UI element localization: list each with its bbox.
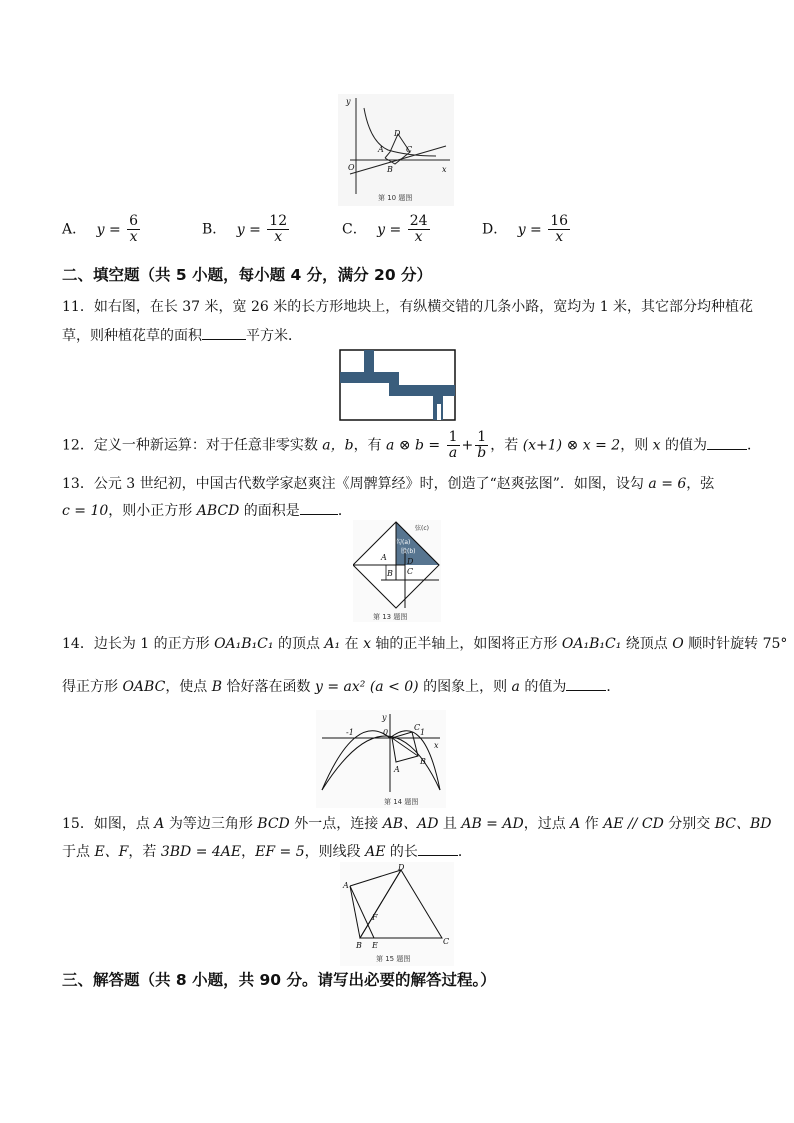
fig14-label-minus1: -1 [346,728,354,737]
choice-a [62,214,142,245]
q14-a1: A₁ [324,636,341,652]
q15-bcd: BCD [257,816,290,832]
q15-eq3: EF = 5 [255,844,305,860]
q15-line2 [62,841,472,862]
q15-line1-a: 15．如图，点 [62,816,155,832]
fig15-label-e: E [372,941,378,950]
q12-f2-num: 1 [477,429,487,445]
q14-x: x [363,636,371,652]
q15-line1-c: 外一点，连接 [289,816,383,832]
fig14-caption: 第 14 题图 [384,798,419,806]
fig14-label-y: y [382,713,387,722]
q14-b: B [211,679,223,695]
q12-x: x [652,437,661,454]
figure-q14 [316,710,446,808]
q11-line2-b: 平方米． [246,328,302,344]
q15-A: A [154,816,165,832]
q12-equation: (x+1) ⊗ x = 2 [522,437,621,454]
q15-end: ． [457,844,472,860]
q12-part3: ，若 [490,437,523,454]
q15-ab-ad: AB、AD [382,816,439,832]
q15-ef: E、F [94,844,129,860]
q13-abcd: ABCD [196,503,240,519]
fig15-label-f: F [372,913,378,922]
choice-c-lhs: y = [377,221,402,238]
choice-a-den: x [129,229,138,245]
q12-part5: 的值为 [660,437,708,454]
choice-c-den: x [414,229,423,245]
q14-line1-d: 轴的正半轴上，如图将正方形 [370,636,562,652]
q14-a: a [511,679,520,695]
fig10-label-c: C [406,145,413,154]
q15-line2-e: 的长 [385,844,418,860]
q15-line1-d: 且 [438,816,462,832]
fig13-label-D: D [407,557,414,566]
fig13-caption: 第 13 题图 [373,613,408,621]
q15-line1-e: ，过点 [523,816,571,832]
q13-line2 [62,500,352,521]
choice-b-den: x [274,229,283,245]
fig15-label-d: D [398,863,405,872]
choice-c-letter: C． [342,221,367,238]
q14-line2-c: 恰好落在函数 [222,679,315,695]
fig14-label-0: 0 [383,728,389,737]
q15-line1-g: 分别交 [663,816,715,832]
choice-a-num: 6 [129,213,139,229]
q11-answer-blank [202,325,246,340]
figure-q15 [340,862,454,966]
fig13-label-a: 勾(a) [396,539,411,546]
q14-line1-e: 绕顶点 [621,636,673,652]
choice-d-den: x [555,229,564,245]
figure-q13 [353,520,441,622]
fig10-label-d: D [394,129,401,138]
q15-line1-b: 为等边三角形 [164,816,258,832]
q13-answer-blank [300,500,338,515]
q14-line1-b: 的顶点 [273,636,325,652]
q15-bc-bd: BC、BD [714,816,772,832]
q13-line1-b: ，弦 [686,476,715,492]
fig15-caption: 第 15 题图 [376,955,411,963]
q12-f1-den: a [448,445,458,461]
q15-answer-blank [418,841,458,856]
q11-line2-a: 草，则种植花草的面积 [62,328,202,344]
choice-c-num: 24 [409,213,428,229]
choice-d-lhs: y = [517,221,542,238]
q14-answer-blank [566,676,606,691]
q13-c-eq: c = 10 [62,503,109,519]
q14-oabc: OABC [122,679,166,695]
q13-line1-a: 13．公元 3 世纪初，中国古代数学家赵爽注《周髀算经》时，创造了“赵爽弦图”．如图，设勾 [62,476,649,492]
figure-q11 [339,349,456,421]
choice-d-num: 16 [550,213,569,229]
section3-title: 三、解答题（共 8 小题，共 90 分。请写出必要的解答过程。） [62,971,496,989]
figure-q10 [338,94,454,206]
q14-line2-b: ，使点 [165,679,212,695]
q11-line1: 11．如右图，在长 37 米，宽 26 米的长方形地块上，有纵横交错的几条小路，宽均为 1 米，其它部分均种植花 [62,299,754,315]
fig15-label-b: B [356,941,362,950]
q14-function: y = ax² (a < 0) [314,679,419,695]
section2-title: 二、填空题（共 5 小题，每小题 4 分，满分 20 分） [62,266,433,284]
q15-A2: A [570,816,581,832]
q15-eq2: 3BD = 4AE [160,844,242,860]
q14-line2 [62,676,620,697]
fig14-label-b: B [420,757,426,766]
q15-eq1: AB = AD [461,816,524,832]
q12-answer-blank [707,435,747,450]
q14-line1-f: 顺时针旋转 75° [683,636,788,652]
q13-end: ． [337,503,352,519]
q12-op: a ⊗ b = [386,437,441,454]
q13-line2-b: 的面积是 [239,503,300,519]
q12-ab: a，b [322,437,354,454]
q15-parallel: AE // CD [603,816,664,832]
fig10-label-y: y [346,97,351,106]
choice-d [482,214,572,245]
q12-plus: + [461,437,474,454]
q15-line2-c: ， [241,844,256,860]
choice-b-fraction [267,214,289,245]
fig10-label-a: A [378,145,384,154]
fig10-label-b: B [387,165,393,174]
q13-line1 [62,474,714,494]
q14-line2-a: 得正方形 [62,679,123,695]
fig14-label-1: 1 [420,728,426,737]
q15-line1-f: 作 [580,816,604,832]
choice-b-num: 12 [269,213,288,229]
q13-line2-a: ，则小正方形 [108,503,197,519]
q15-line2-d: ，则线段 [304,844,366,860]
choice-a-lhs: y = [96,221,121,238]
fig14-label-a: A [394,765,400,774]
fig15-label-c: C [443,937,450,946]
q14-line2-e: 的值为 [519,679,567,695]
q12-part2: ，有 [353,437,387,454]
q14-line1-c: 在 [340,636,364,652]
fig13-label-C: C [407,567,414,576]
q14-end: ． [606,679,621,695]
q14-square2: OA₁B₁C₁ [561,636,622,652]
choice-b-letter: B． [202,221,227,238]
fig10-label-x: x [442,165,447,174]
q14-line1 [62,634,787,654]
q14-square1: OA₁B₁C₁ [214,636,274,652]
q11-line2 [62,325,302,346]
q12-part4: ，则 [620,437,653,454]
fig10-caption: 第 10 题图 [378,194,413,202]
fig15-label-a: A [343,881,349,890]
q15-ae: AE [365,844,386,860]
choice-b-lhs: y = [236,221,261,238]
q12-line [62,430,761,461]
q14-line2-d: 的图象上，则 [418,679,512,695]
fig13-label-B: B [387,569,393,578]
choice-d-fraction [548,214,570,245]
choice-a-fraction [127,214,140,245]
fig10-label-o: O [348,163,355,172]
q15-line2-b: ，若 [128,844,161,860]
choice-a-letter: A． [62,221,87,238]
choice-d-letter: D． [482,221,508,238]
q12-fraction-1 [447,430,460,461]
q12-fraction-2 [475,430,488,461]
choice-c [342,214,432,245]
q12-f2-den: b [477,445,487,461]
q12-end: ． [747,437,762,454]
fig13-label-c: 弦(c) [415,525,429,532]
fig13-label-b: 股(b) [401,548,416,555]
q15-line1 [62,814,771,834]
fig14-label-x: x [434,741,439,750]
choice-c-fraction [408,214,430,245]
fig13-label-A: A [381,553,387,562]
q15-line2-a: 于点 [62,844,95,860]
fig14-label-c: C [414,723,421,732]
choice-b [202,214,291,245]
q14-o: O [672,636,684,652]
q14-line1-a: 14．边长为 1 的正方形 [62,636,215,652]
q12-part1: 12．定义一种新运算：对于任意非零实数 [62,437,323,454]
q13-a-eq: a = 6 [648,476,687,492]
q12-f1-num: 1 [448,429,458,445]
